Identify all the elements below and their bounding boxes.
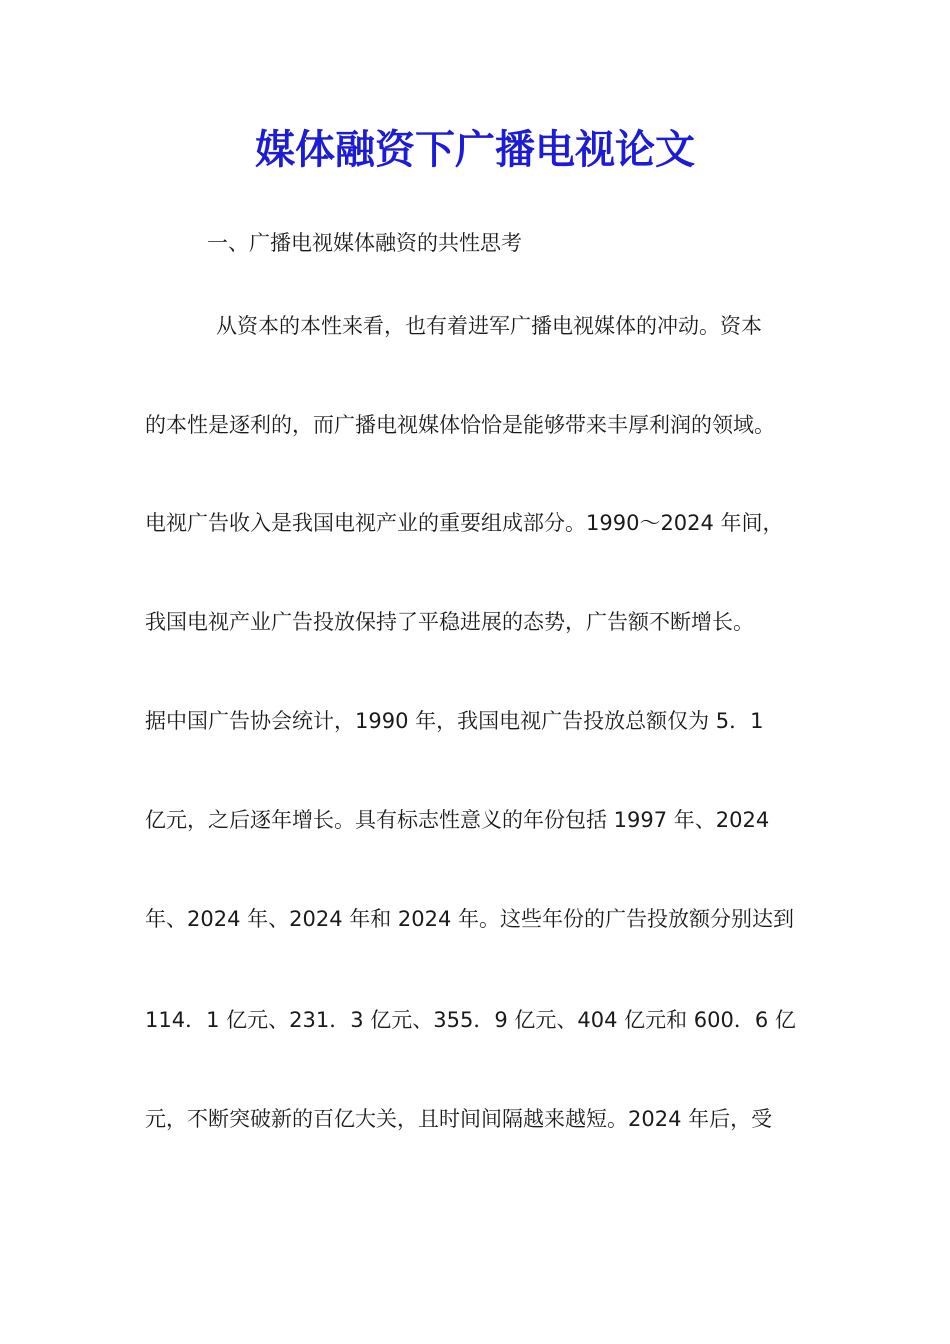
paragraph-line: 114．1 亿元、231．3 亿元、355．9 亿元、404 亿元和 600．6 亿 — [145, 1008, 796, 1032]
document-title: 媒体融资下广播电视论文 — [255, 127, 695, 173]
paragraph-line: 的本性是逐利的，而广播电视媒体恰恰是能够带来丰厚利润的领域。 — [145, 413, 775, 437]
paragraph-line: 从资本的本性来看，也有着进军广播电视媒体的冲动。资本 — [216, 314, 762, 338]
paragraph-line: 电视广告收入是我国电视产业的重要组成部分。1990～2024 年间， — [145, 511, 784, 535]
paragraph-line: 据中国广告协会统计，1990 年，我国电视广告投放总额仅为 5．1 — [145, 709, 764, 733]
paragraph-line: 我国电视产业广告投放保持了平稳进展的态势，广告额不断增长。 — [145, 610, 754, 634]
paragraph-line: 年、2024 年、2024 年和 2024 年。这些年份的广告投放额分别达到 — [145, 907, 795, 931]
paragraph-line: 元，不断突破新的百亿大关，且时间间隔越来越短。2024 年后，受 — [145, 1107, 773, 1131]
section-heading: 一、广播电视媒体融资的共性思考 — [207, 231, 522, 255]
paragraph-line: 亿元，之后逐年增长。具有标志性意义的年份包括 1997 年、2024 — [145, 808, 770, 832]
